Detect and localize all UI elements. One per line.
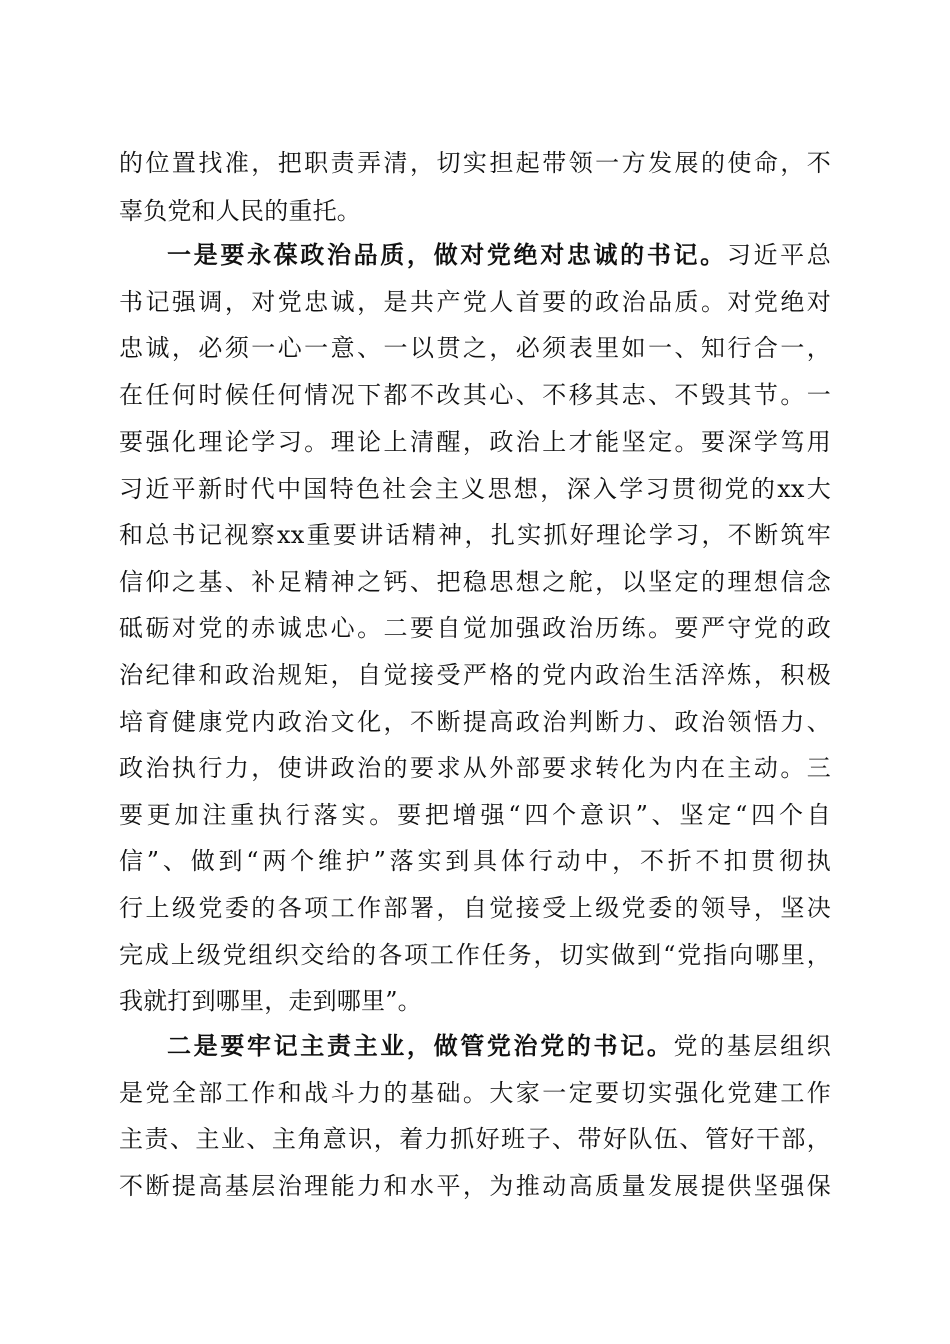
text-line: 治纪律和政治规矩，自觉接受严格的党内政治生活淬炼，积极	[119, 661, 831, 689]
text-line: 主责、主业、主角意识，着力抓好班子、带好队伍、管好干部，	[119, 1125, 831, 1153]
text-line: 书记强调，对党忠诚，是共产党人首要的政治品质。对党绝对	[119, 288, 831, 316]
text-line: 信”、做到“两个维护”落实到具体行动中，不折不扣贯彻执	[119, 847, 831, 875]
text-line: 培育健康党内政治文化，不断提高政治判断力、政治领悟力、	[119, 708, 831, 736]
text-line: 砥砺对党的赤诚忠心。二要自觉加强政治历练。要严守党的政	[119, 614, 831, 642]
paragraph-heading: 二是要牢记主责主业，做管党治党的书记。	[167, 1031, 674, 1060]
text-line: 和总书记视察xx重要讲话精神，扎实抓好理论学习，不断筑牢	[119, 521, 831, 549]
text-fragment: 习近平总	[726, 241, 831, 269]
text-line: 行上级党委的各项工作部署，自觉接受上级党委的领导，坚决	[119, 894, 831, 922]
paragraph-heading: 一是要永葆政治品质，做对党绝对忠诚的书记。	[167, 240, 727, 269]
text-line: 我就打到哪里，走到哪里”。	[119, 987, 422, 1015]
text-line: 忠诚，必须一心一意、一以贯之，必须表里如一、知行合一，	[119, 334, 831, 362]
paragraph-heading-line	[167, 1021, 831, 1071]
text-line: 信仰之基、补足精神之钙、把稳思想之舵，以坚定的理想信念	[119, 568, 831, 596]
text-line: 习近平新时代中国特色社会主义思想，深入学习贯彻党的xx大	[119, 475, 831, 503]
text-line: 政治执行力，使讲政治的要求从外部要求转化为内在主动。三	[119, 754, 831, 782]
text-line: 是党全部工作和战斗力的基础。大家一定要切实强化党建工作	[119, 1079, 831, 1107]
text-line: 辜负党和人民的重托。	[119, 197, 361, 225]
text-line: 在任何时候任何情况下都不改其心、不移其志、不毁其节。一	[119, 381, 831, 409]
text-line: 要强化理论学习。理论上清醒，政治上才能坚定。要深学笃用	[119, 428, 831, 456]
paragraph-heading-line	[167, 230, 831, 280]
text-line: 的位置找准，把职责弄清，切实担起带领一方发展的使命，不	[119, 149, 831, 177]
text-line: 不断提高基层治理能力和水平，为推动高质量发展提供坚强保	[119, 1172, 831, 1200]
text-fragment: 党的基层组织	[673, 1032, 831, 1060]
text-line: 完成上级党组织交给的各项工作任务，切实做到“党指向哪里，	[119, 941, 831, 969]
text-line: 要更加注重执行落实。要把增强“四个意识”、坚定“四个自	[119, 801, 831, 829]
